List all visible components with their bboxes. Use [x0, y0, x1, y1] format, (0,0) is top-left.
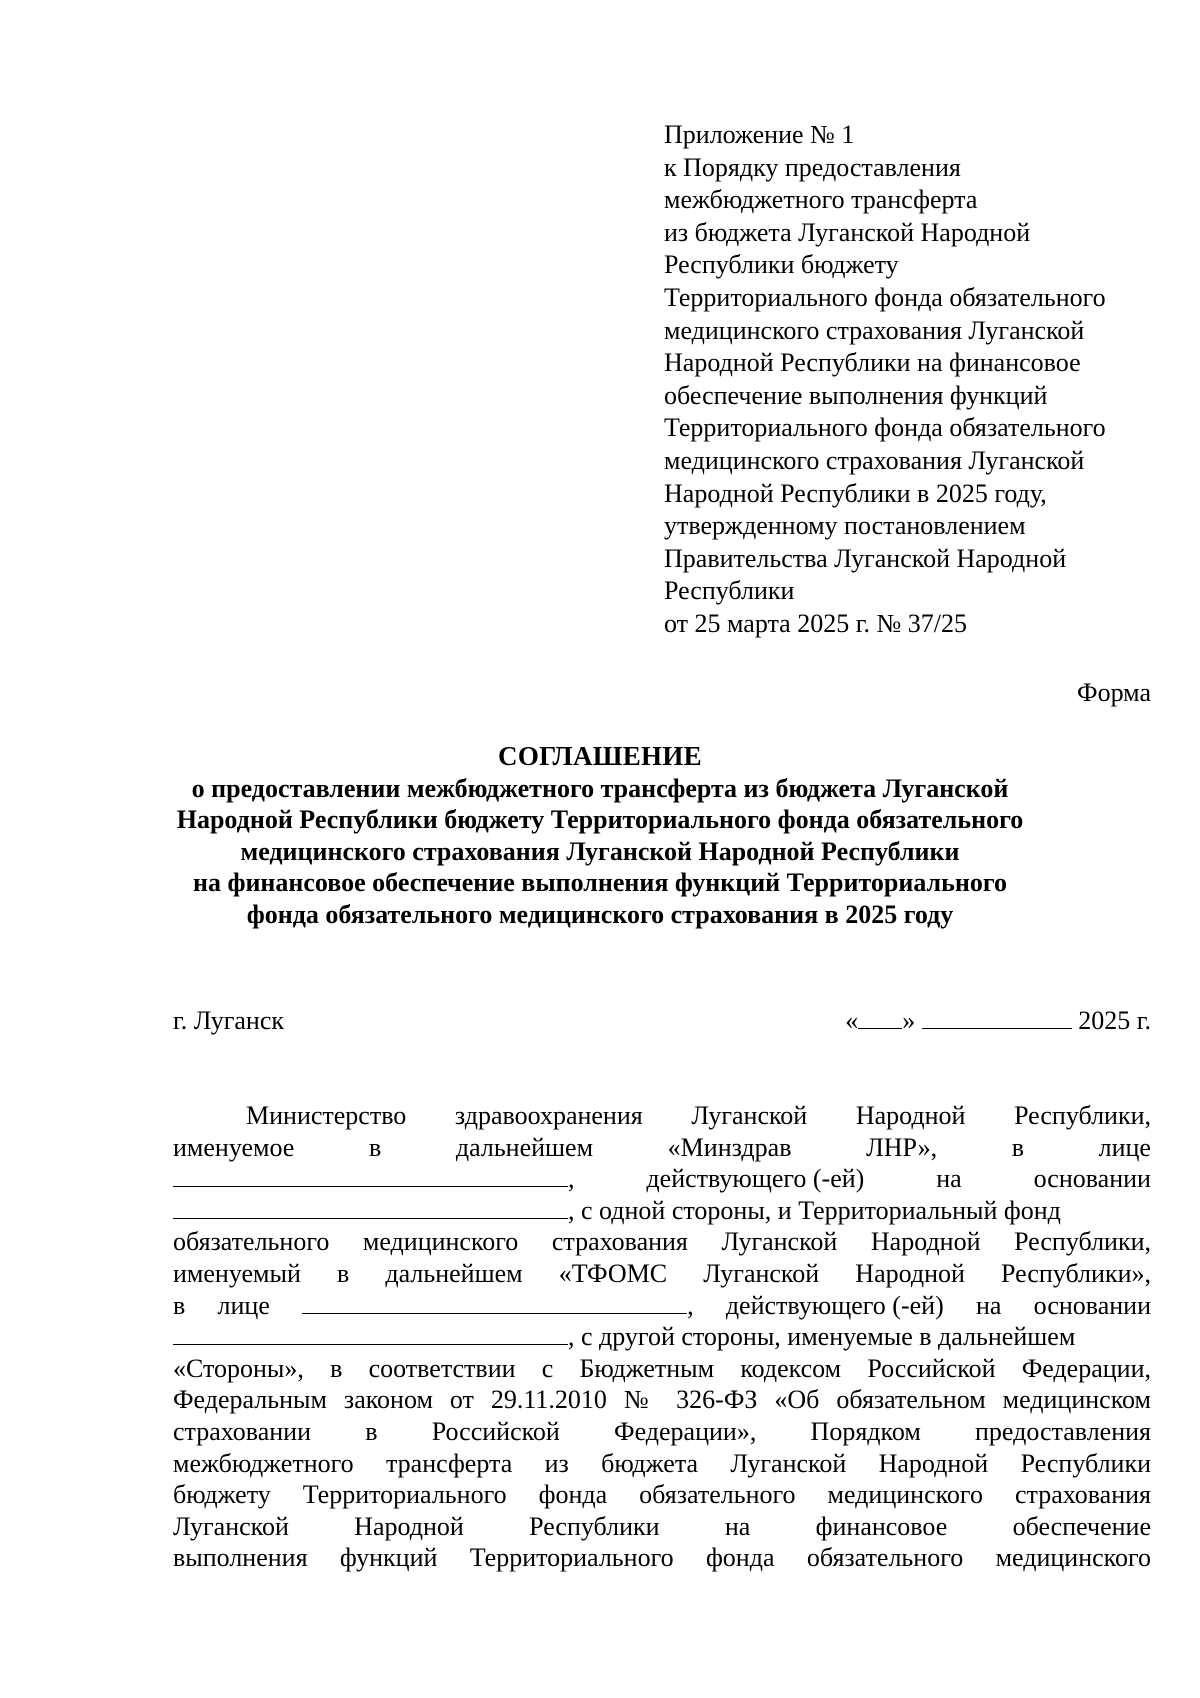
body-line: бюджету Территориального фонда обязательного медицинского страхования — [173, 1480, 1151, 1510]
body-line: страховании в Российской Федерации», Порядком предоставления — [173, 1416, 1151, 1446]
body-line: межбюджетного трансферта из бюджета Луганской Народной Республики — [173, 1448, 1151, 1478]
appendix-line: из бюджета Луганской Народной — [664, 217, 1031, 247]
appendix-line: Приложение № 1 — [664, 120, 855, 149]
word: на — [975, 1290, 1002, 1320]
title-line: о предоставлении межбюджетного трансферта из бюджета Луганской — [191, 773, 1009, 803]
word: лице — [1098, 1132, 1151, 1162]
word: на — [936, 1164, 962, 1194]
body-line: «Стороны», в соответствии с Бюджетным кодексом Российской Федерации, — [173, 1353, 1151, 1383]
body-line: Луганской Народной Республики на финансовое обеспечение — [173, 1511, 1151, 1541]
word: действующего (-ей) — [725, 1290, 944, 1320]
appendix-line: к Порядку предоставления — [664, 152, 961, 182]
agreement-body — [173, 1100, 1151, 1574]
appendix-line: Народной Республики в 2025 году, — [664, 478, 1047, 508]
form-label: Форма — [1077, 678, 1151, 707]
representative-blank-field[interactable] — [302, 1291, 687, 1314]
document-title — [0, 741, 1200, 930]
body-line — [173, 1163, 1151, 1195]
appendix-line: утвержденному постановлением — [664, 511, 1026, 541]
line-text: , с другой стороны, именуемые в дальнейшем — [568, 1322, 1076, 1352]
word: в — [368, 1132, 382, 1162]
appendix-line: Республики — [664, 576, 795, 606]
word: в — [173, 1290, 186, 1320]
date-year: 2025 г. — [1078, 1006, 1151, 1035]
word: , — [568, 1164, 575, 1194]
title-line: Народной Республики бюджету Территориального фонда обязательного — [176, 805, 1024, 834]
body-line: обязательного медицинского страхования Луганской Народной Республики, — [173, 1227, 1151, 1257]
place-of-signing: г. Луганск — [173, 1006, 285, 1035]
word: основании — [1033, 1164, 1151, 1194]
word: именуемое — [173, 1132, 295, 1162]
appendix-line: Территориального фонда обязательного — [664, 413, 1106, 443]
date-close-quote: » — [902, 1006, 916, 1035]
word: ЛНР», — [866, 1132, 938, 1162]
body-line: Федеральным законом от 29.11.2010 № 326-ФЗ «Об обязательном медицинском — [173, 1385, 1151, 1415]
signing-date — [845, 1005, 1151, 1037]
word: дальнейшем — [455, 1132, 594, 1162]
appendix-header — [664, 119, 1164, 641]
appendix-line: Республики бюджету — [664, 250, 899, 280]
body-line — [173, 1290, 1151, 1322]
date-open-quote: « — [845, 1006, 859, 1035]
month-blank-field[interactable] — [922, 1006, 1072, 1029]
day-blank-field[interactable] — [858, 1006, 902, 1029]
appendix-line: обеспечение выполнения функций — [664, 380, 1048, 410]
title-line: на финансовое обеспечение выполнения функций Территориального — [192, 868, 1008, 897]
appendix-line: медицинского страхования Луганской — [664, 315, 1085, 345]
body-line: выполнения функций Территориального фонда обязательного медицинского — [173, 1543, 1151, 1573]
appendix-line: медицинского страхования Луганской — [664, 445, 1085, 475]
title-line: фонда обязательного медицинского страхования в 2025 году — [246, 899, 954, 929]
word: действующего (-ей) — [646, 1164, 865, 1194]
word: основании — [1033, 1290, 1151, 1320]
appendix-line: Народной Республики на финансовое — [664, 348, 1081, 378]
representative-blank-field[interactable] — [173, 1164, 568, 1187]
appendix-line: от 25 марта 2025 г. № 37/25 — [664, 608, 967, 638]
word: , — [687, 1290, 694, 1320]
body-line — [173, 1132, 1151, 1164]
body-line — [173, 1195, 1151, 1227]
basis-blank-field[interactable] — [173, 1196, 568, 1219]
title-main: СОГЛАШЕНИЕ — [498, 741, 702, 771]
word: в — [1011, 1132, 1024, 1162]
basis-blank-field[interactable] — [173, 1322, 568, 1345]
appendix-line: межбюджетного трансферта — [664, 185, 978, 215]
word: «Минздрав — [667, 1132, 792, 1162]
appendix-line: Территориального фонда обязательного — [664, 282, 1106, 312]
word: лице — [217, 1290, 270, 1320]
appendix-line: Правительства Луганской Народной — [664, 543, 1067, 573]
title-line: медицинского страхования Луганской Народной Республики — [240, 836, 960, 866]
body-line — [173, 1321, 1151, 1353]
line-text: , с одной стороны, и Территориальный фонд — [568, 1195, 1061, 1225]
body-line: именуемый в дальнейшем «ТФОМС Луганской Народной Республики», — [173, 1258, 1151, 1288]
body-line: Министерство здравоохранения Луганской Народной Республики, — [246, 1101, 1151, 1130]
